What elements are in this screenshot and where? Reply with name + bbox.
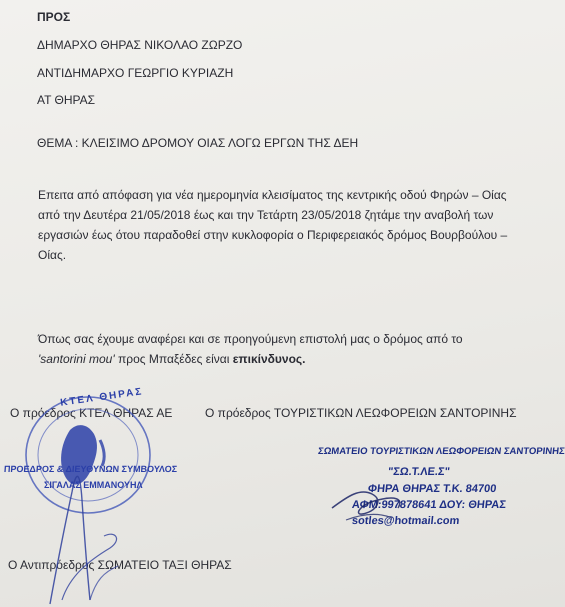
union-stamp-tax-id: ΑΦΜ:997878641 ΔΟΥ: ΘΗΡΑΣ [351,499,507,511]
paragraph-warning-quote: 'santorini mou' [38,352,115,366]
ktel-stamp-name: ΣΙΓΑΛΑΣ ΕΜΜΑΝΟΥΗΛ [44,480,143,490]
subject-line: ΘΕΜΑ : ΚΛΕΙΣΙΜΟ ΔΡΟΜΟΥ ΟΙΑΣ ΛΟΓΩ ΕΡΓΩΝ ΤΗΣ ΔΕΗ [37,136,359,150]
paragraph-warning-part1: Όπως σας έχουμε αναφέρει και σε προηγούμενη επιστολή μας ο δρόμος από το [38,332,463,346]
paragraph-request: Επειτα από απόφαση για νέα ημερομηνία κλεισίματος της κεντρικής οδού Φηρών – Οίας από την Δευτέρα 21/05/2018 έως και την Τετάρτη 23/05/2018 ζητάμε την αναβολή των εργασιών έως ότου παραδοθεί στην κυκλοφορία ο Περιφερειακός δρόμος Βουρβούλου – Οίας. [38,188,508,262]
union-stamp-abbr: "ΣΩ.Τ.ΛΕ.Σ" [387,466,451,478]
recipient-header: ΠΡΟΣ [37,10,71,24]
signature-tourist-buses-president: Ο πρόεδρος ΤΟΥΡΙΣΤΙΚΩΝ ΛΕΩΦΟΡΕΙΩΝ ΣΑΝΤΟΡΙΝΗΣ [205,406,517,420]
recipient-police: ΑΤ ΘΗΡΑΣ [37,93,96,107]
union-stamp-address: ΦΗΡΑ ΘΗΡΑΣ Τ.Κ. 84700 [367,483,497,495]
paragraph-warning-emphasis: επικίνδυνος. [232,352,306,366]
ktel-stamp-ring-text: ΚΤΕΛ ΘΗΡΑΣ [59,386,144,409]
paragraph-warning-part2: προς Μπαξέδες είναι [114,352,233,366]
signature-ktel-president: Ο πρόεδρος ΚΤΕΛ ΘΗΡΑΣ ΑΕ [10,406,173,420]
recipient-mayor: ΔΗΜΑΡΧΟ ΘΗΡΑΣ ΝΙΚΟΛΑΟ ΖΩΡΖΟ [37,38,243,52]
union-stamp-name: ΣΩΜΑΤΕΙΟ ΤΟΥΡΙΣΤΙΚΩΝ ΛΕΩΦΟΡΕΙΩΝ ΣΑΝΤΟΡΙΝΗΣ [317,446,565,457]
union-stamp-email: sotles@hotmail.com [351,515,460,527]
ktel-stamp-title: ΠΡΟΕΔΡΟΣ & ΔΙΕΥΘΥΝΩΝ ΣΥΜΒΟΥΛΟΣ [3,464,178,474]
signature-taxi-vice-president: Ο Αντιπρόεδρος ΣΩΜΑΤΕΙΟ ΤΑΞΙ ΘΗΡΑΣ [8,558,232,572]
recipient-deputy-mayor: ΑΝΤΙΔΗΜΑΡΧΟ ΓΕΩΡΓΙΟ ΚΥΡΙΑΖΗ [37,66,234,80]
